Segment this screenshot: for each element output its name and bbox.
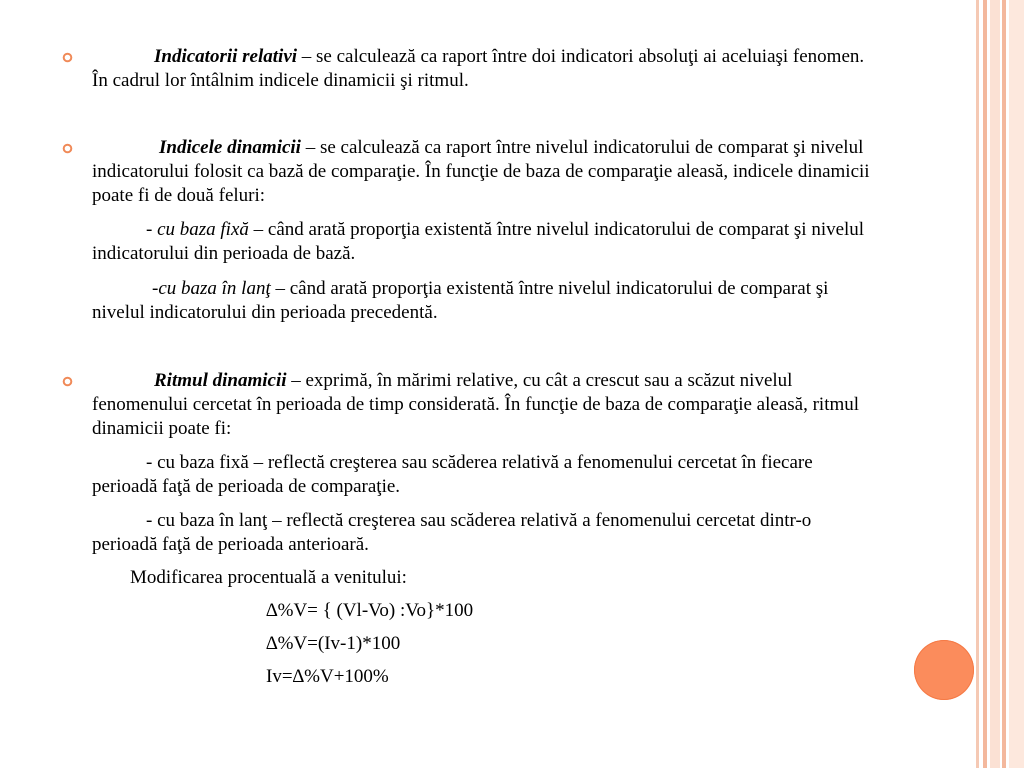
stripe: [976, 0, 979, 768]
decorative-stripes: [976, 0, 1024, 768]
subdefinition: – când arată proporţia existentă între nivelul indicatorului de comparat şi nivelul indicatorului din perioada de bază.: [92, 219, 865, 264]
subitem-ritm-baza-fixa: - cu baza fixă – reflectă creşterea sau scăderea relativă a fenomenului cercetat în fiecare perioadă faţă de perioada de comparaţie.: [92, 452, 813, 497]
bullet-ring-icon: [62, 143, 73, 154]
term: Ritmul dinamicii: [154, 370, 287, 391]
bullet-ring-icon: [62, 376, 73, 387]
stripe: [1009, 0, 1024, 768]
definition: – se calculează ca raport între nivelul indicatorului de comparat şi nivelul indicatorului folosit ca bază de comparaţie. În funcţie de baza de comparaţie aleasă, indicele dinamicii poate fi de două feluri:: [92, 137, 870, 206]
subitem-ritm-baza-lant: - cu baza în lanţ – reflectă creşterea sau scăderea relativă a fenomenului cercetat dintr-o perioadă faţă de perioada anterioară.: [92, 510, 812, 555]
subitem-baza-lant: [92, 277, 877, 325]
term: Indicele dinamicii: [159, 137, 301, 158]
section-indicele-dinamicii: [92, 136, 877, 208]
term: Indicatorii relativi: [154, 46, 298, 67]
formula-1: ∆%V= { (Vl-Vo) :Vo}*100: [266, 600, 474, 621]
section-ritmul-dinamicii: [92, 369, 877, 441]
subterm: cu baza fixă: [157, 219, 249, 240]
definition: – se calculează ca raport între doi indicatori absoluţi ai aceluiaşi fenomen. În cadrul lor întâlnim indicele dinamicii şi ritmul.: [92, 46, 865, 91]
subdefinition: – când arată proporţia existentă între nivelul indicatorului de comparat şi nivelul indicatorului din perioada precedentă.: [92, 278, 829, 323]
decorative-circle: [914, 640, 974, 700]
prefix: -: [146, 219, 158, 240]
definition: – exprimă, în mărimi relative, cu cât a crescut sau a scăzut nivelul fenomenului cercetat în perioada de timp considerată. În funcţie de baza de comparaţie aleasă, ritmul dinamicii poate fi:: [92, 370, 860, 439]
section-indicatorii-relativi: [92, 45, 877, 93]
formula-3: Iv=∆%V+100%: [266, 666, 389, 687]
subterm: cu baza în lanţ: [158, 278, 271, 299]
subitem-baza-fixa: [92, 218, 877, 266]
bullet-ring-icon: [62, 52, 73, 63]
stripe: [983, 0, 987, 768]
stripe: [990, 0, 1000, 768]
stripe: [1002, 0, 1006, 768]
note-modificare-procentuala: Modificarea procentuală a venitului:: [130, 567, 407, 588]
formula-2: ∆%V=(Iv-1)*100: [266, 633, 401, 654]
prefix: -: [152, 278, 159, 299]
